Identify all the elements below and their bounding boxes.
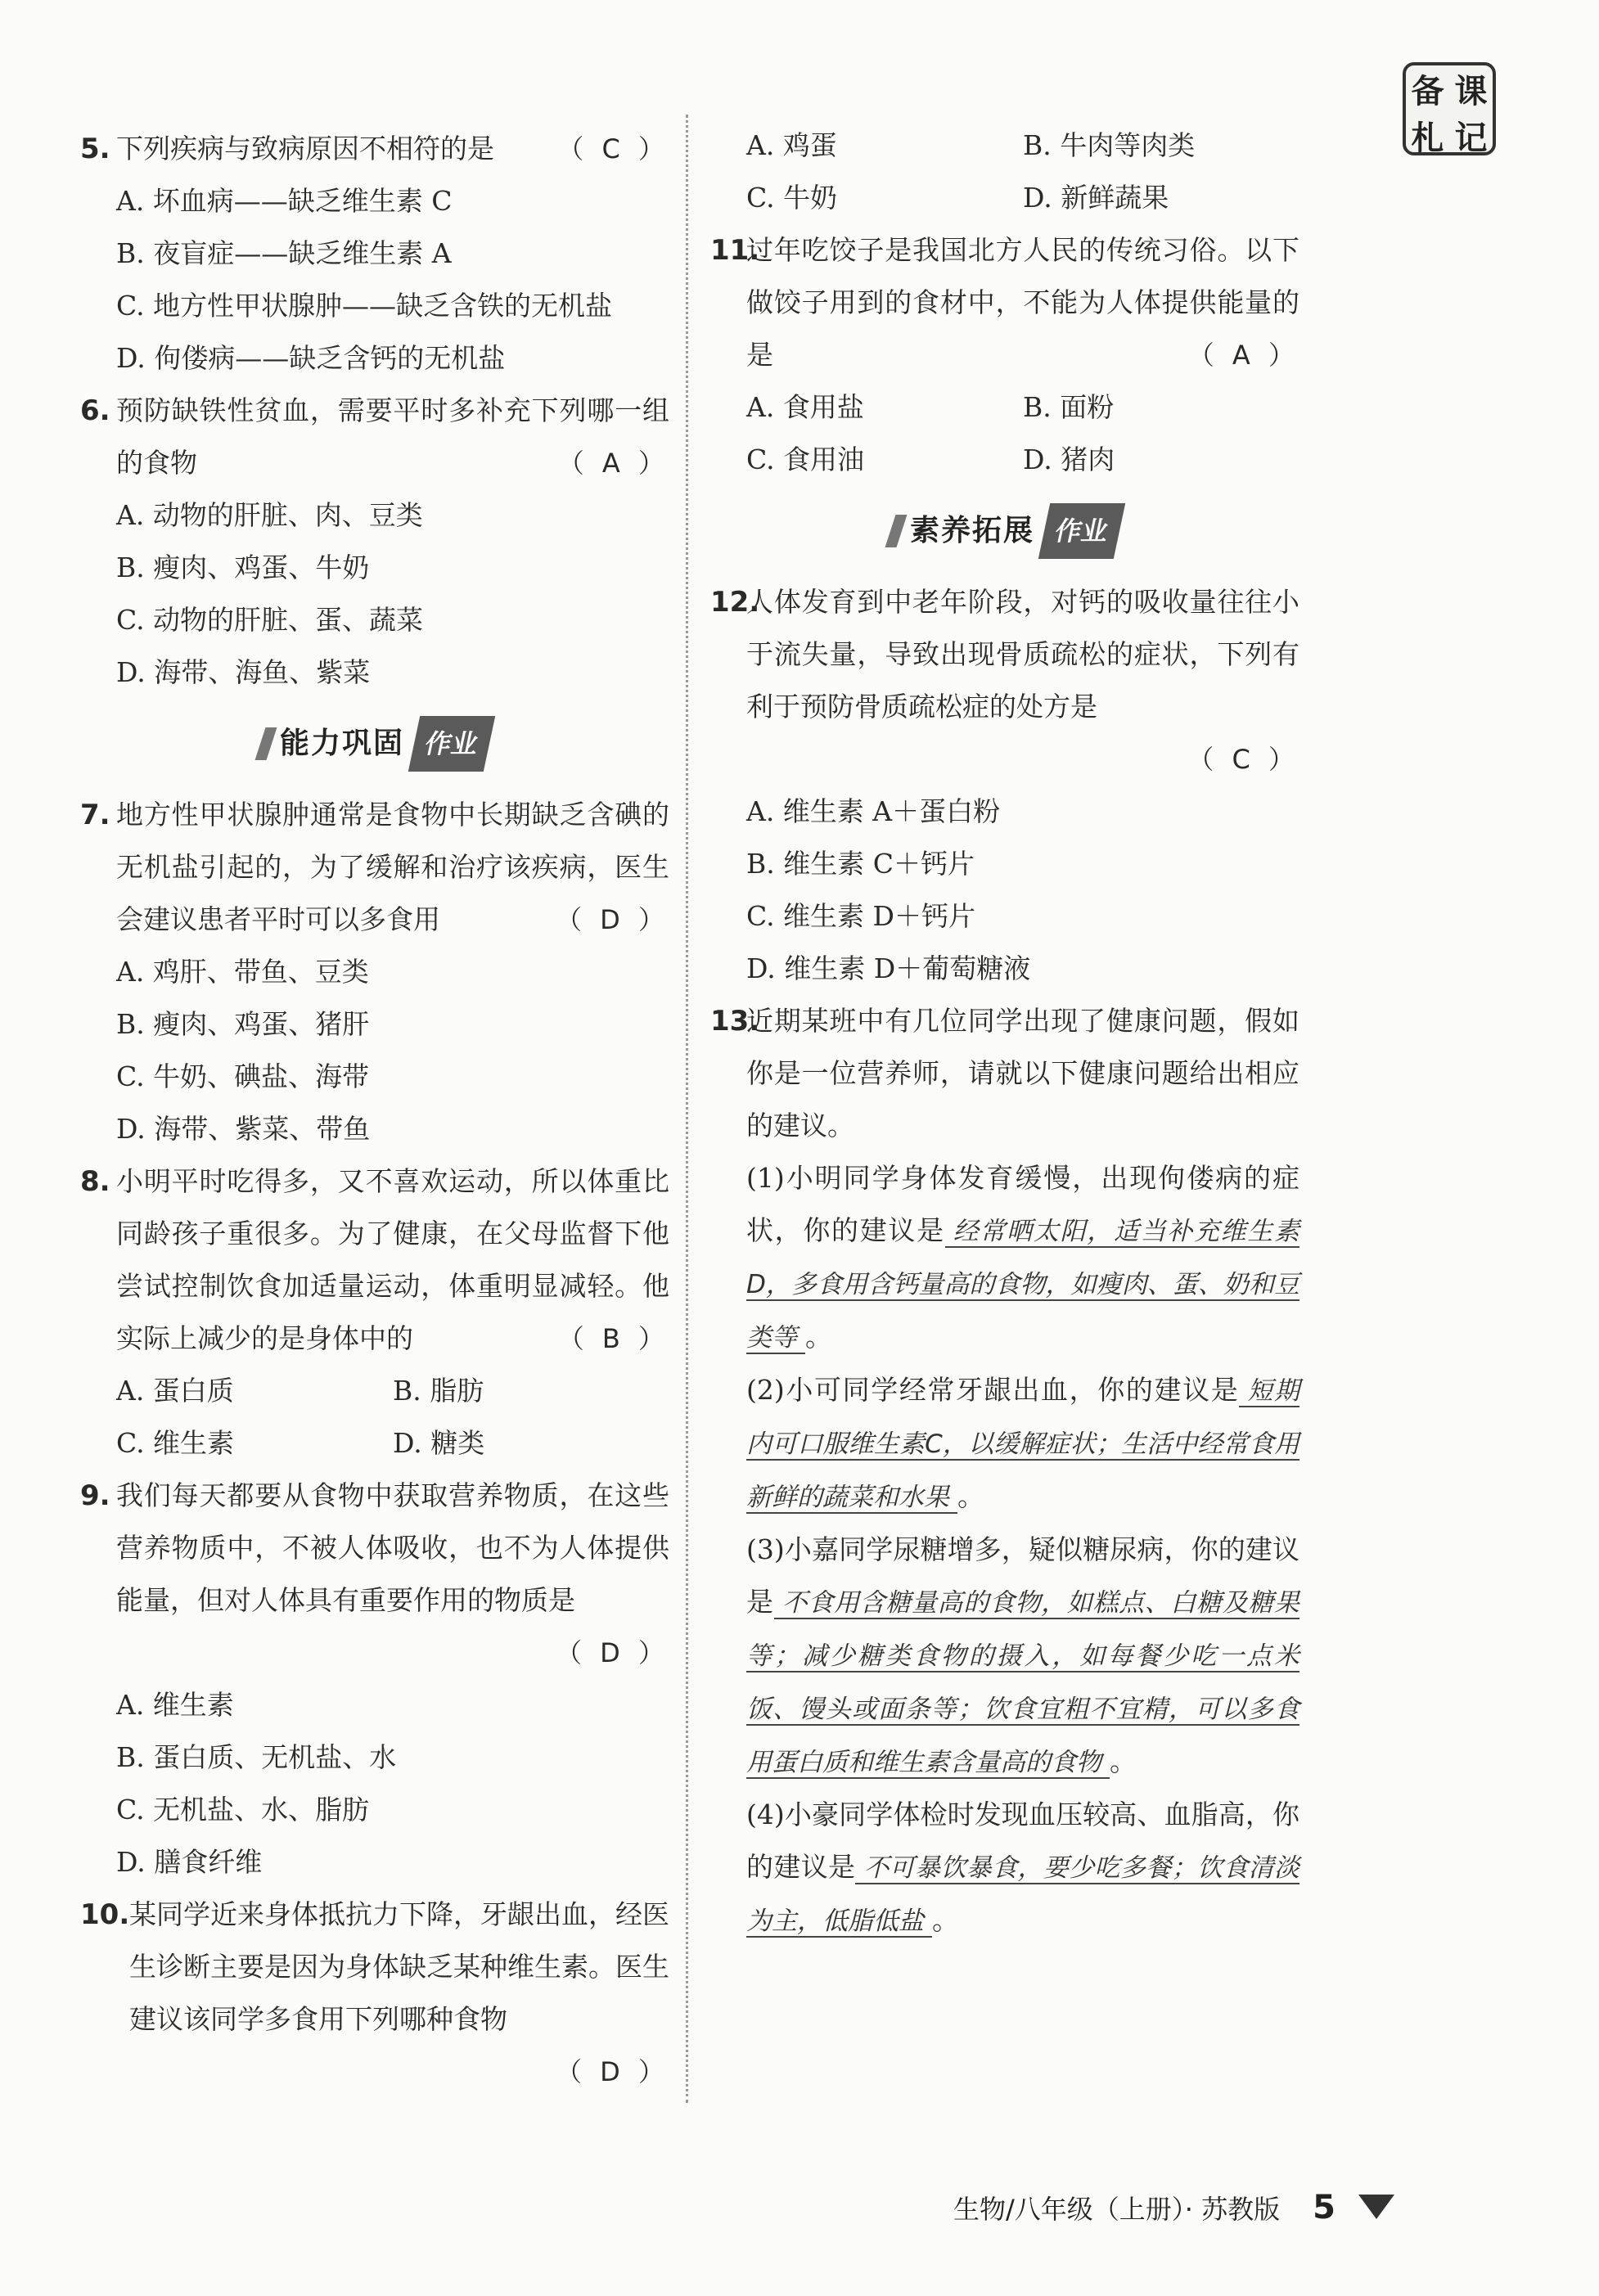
option: A. 鸡蛋 [746,129,837,161]
section-heading [710,486,1299,576]
left-column [80,123,669,2098]
option: B. 脂肪 [393,1375,484,1407]
option: A. 蛋白质 [116,1375,234,1407]
answer-mark: （ A ） [1187,340,1299,371]
option: B. 面粉 [1023,391,1115,423]
option: C. 维生素 [116,1427,235,1459]
option: C. 牛奶、碘盐、海带 [116,1060,370,1092]
page-footer [953,2183,1526,2232]
option: A. 鸡肝、带鱼、豆类 [116,956,369,988]
question-5 [80,123,669,385]
section-heading [80,699,669,789]
option: A. 维生素 [116,1689,234,1721]
option: D. 猪肉 [1023,443,1115,475]
question-number: 8. [80,1165,110,1198]
answer-fill: 不可暴饮暴食，要少吃多餐；饮食清淡为主，低脂低盐 [746,1853,1300,1936]
section-tag: 作业 [1038,503,1125,559]
answer-mark: （ D ） [556,2056,669,2087]
question-stem: 预防缺铁性贫血，需要平时多补充下列哪一组的食物 [116,394,669,479]
stamp-char: 札 [1411,119,1444,157]
option: A. 坏血病——缺乏维生素 C [116,185,453,217]
section-tag: 作业 [408,716,495,772]
answer-fill: 不食用含糖量高的食物，如糕点、白糖及糖果等；减少糖类食物的摄入，如每餐少吃一点米饭、馒头或面条等；饮食宜粗不宜精，可以多食用蛋白质和维生素含量高的食物 [746,1588,1300,1777]
question-stem: 人体发育到中老年阶段，对钙的吸收量往往小于流失量，导致出现骨质疏松的症状，下列有利于预防骨质疏松症的处方是 [746,586,1299,723]
option: C. 无机盐、水、脂肪 [116,1794,370,1826]
question-9 [80,1470,669,1889]
question-13 [710,995,1299,1947]
option: B. 维生素 C＋钙片 [746,848,975,880]
option: D. 海带、海鱼、紫菜 [116,656,371,688]
option: B. 夜盲症——缺乏维生素 A [116,237,452,269]
section-title: 素养拓展 [909,514,1034,547]
option-row [116,1417,669,1470]
answer-mark: （ B ） [557,1323,669,1354]
question-number: 13. [710,1005,760,1038]
question-stem: 地方性甲状腺肿通常是食物中长期缺乏含碘的无机盐引起的，为了缓解和治疗该疾病，医生会建议患者平时可以多食用 [116,799,669,935]
question-stem: 过年吃饺子是我国北方人民的传统习俗。以下做饺子用到的食材中，不能为人体提供能量的是 [746,234,1299,371]
stamp-char: 课 [1454,73,1488,110]
right-column [710,119,1299,1947]
note-stamp-logo [1403,62,1496,155]
option: D. 糖类 [393,1427,485,1459]
question-8 [80,1155,669,1470]
question-number: 5. [80,133,110,165]
question-12 [710,576,1299,995]
option: D. 新鲜蔬果 [1023,182,1169,214]
option: B. 蛋白质、无机盐、水 [116,1741,397,1773]
option-row [746,119,1299,172]
question-stem: 某同学近来身体抵抗力下降，牙龈出血，经医生诊断主要是因为身体缺乏某种维生素。医生建议该同学多食用下列哪种食物 [129,1898,669,2035]
option: D. 海带、紫菜、带鱼 [116,1113,371,1145]
answer-mark: （ C ） [1187,744,1299,775]
question-stem: 小明平时吃得多，又不喜欢运动，所以体重比同龄孩子重很多。为了健康，在父母监督下他尝试控制饮食加适量运动，体重明显减轻。他实际上减少的是身体中的 [116,1165,669,1354]
sub-question-2: (2)小可同学经常牙龈出血，你的建议是 短期内可口服维生素C，以缓解症状；生活中经常食用新鲜的蔬菜和水果 。 [746,1374,1299,1512]
option: B. 瘦肉、鸡蛋、猪肝 [116,1008,370,1040]
option: B. 牛肉等肉类 [1023,129,1196,161]
answer-mark: （ A ） [557,448,669,479]
stamp-char: 记 [1454,119,1488,157]
book-title: 生物/八年级（上册）· 苏教版 [953,2194,1281,2225]
option: C. 地方性甲状腺肿——缺乏含铁的无机盐 [116,290,613,322]
question-stem: （ C ） 下列疾病与致病原因不相符的是 [116,123,669,175]
option-row [746,172,1299,224]
option: A. 食用盐 [746,391,864,423]
question-10-options [710,119,1299,224]
option: B. 瘦肉、鸡蛋、牛奶 [116,551,370,583]
option: D. 佝偻病——缺乏含钙的无机盐 [116,342,506,374]
answer-fill: 短期内可口服维生素C，以缓解症状；生活中经常食用新鲜的蔬菜和水果 [746,1376,1299,1512]
option: C. 牛奶 [746,182,838,214]
answer-mark: （ D ） [556,904,669,935]
option: C. 动物的肝脏、蛋、蔬菜 [116,604,424,636]
question-7 [80,789,669,1155]
stamp-char: 备 [1411,73,1444,110]
question-number: 12. [710,586,760,619]
option: D. 维生素 D＋葡萄糖液 [746,952,1031,984]
question-number: 7. [80,799,110,831]
answer-mark: （ C ） [557,133,669,164]
answer-mark: （ D ） [556,1637,669,1668]
page-number: 5 [1313,2189,1336,2226]
question-number: 6. [80,394,110,427]
question-number: 11. [710,234,760,267]
sub-question-4: (4)小豪同学体检时发现血压较高、血脂高，你的建议是 不可暴饮暴食，要少吃多餐；饮食清淡为主，低脂低盐 。 [746,1799,1300,1936]
option: C. 食用油 [746,443,865,475]
question-11 [710,224,1299,486]
section-mark-icon [254,727,277,760]
option: A. 动物的肝脏、肉、豆类 [116,499,423,531]
option-row [116,1365,669,1417]
question-stem: 我们每天都要从食物中获取营养物质，在这些营养物质中，不被人体吸收，也不为人体提供能量，但对人体具有重要作用的物质是 [116,1479,669,1616]
option: D. 膳食纤维 [116,1846,263,1878]
option-row [746,434,1299,486]
option-row [746,381,1299,434]
section-mark-icon [885,515,907,547]
question-number: 9. [80,1479,110,1512]
arrow-icon [1350,2191,1399,2224]
column-divider [686,115,688,2103]
option: C. 维生素 D＋钙片 [746,900,976,932]
question-number: 10. [80,1898,130,1931]
answer-fill: 经常晒太阳，适当补充维生素D，多食用含钙量高的食物，如瘦肉、蛋、奶和豆类等 [746,1217,1300,1353]
question-10 [80,1889,669,2098]
sub-question-3: (3)小嘉同学尿糖增多，疑似糖尿病，你的建议是 不食用含糖量高的食物，如糕点、白糖及糖果等；减少糖类食物的摄入，如每餐少吃一点米饭、馒头或面条等；饮食宜粗不宜精，可以多食用蛋白质和维生素含量高的食物 。 [746,1533,1300,1777]
sub-question-1: (1)小明同学身体发育缓慢，出现佝偻病的症状，你的建议是 经常晒太阳，适当补充维生素D，多食用含钙量高的食物，如瘦肉、蛋、奶和豆类等 。 [746,1162,1300,1353]
section-title: 能力巩固 [279,727,404,760]
option: A. 维生素 A＋蛋白粉 [746,795,1001,827]
question-stem: 近期某班中有几位同学出现了健康问题，假如你是一位营养师，请就以下健康问题给出相应的建议。 [746,1005,1299,1141]
question-6 [80,385,669,699]
